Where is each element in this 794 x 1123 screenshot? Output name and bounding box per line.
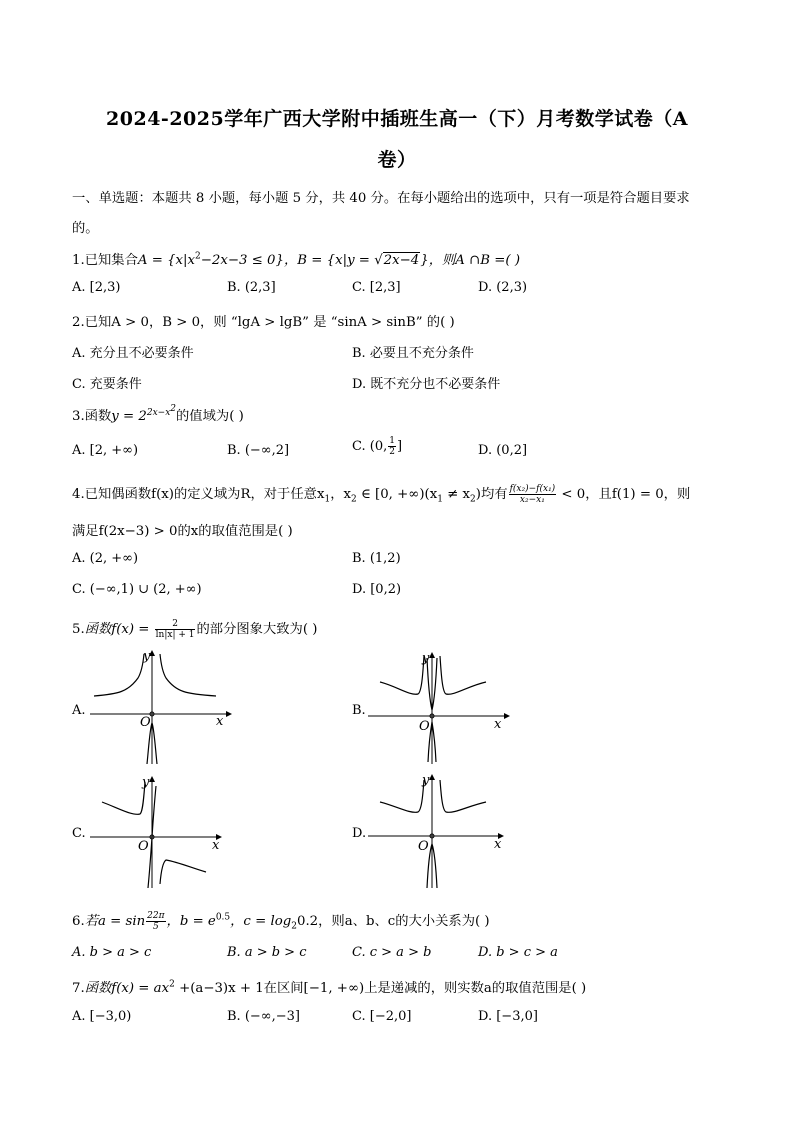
x-axis-arrow [226, 711, 232, 717]
numerator: 1 [389, 436, 395, 446]
graph-label-c[interactable]: C. [72, 826, 86, 841]
question-number: 6. [72, 914, 85, 929]
question-4-line1 [72, 483, 690, 505]
y-axis-label: y [422, 651, 430, 666]
question-number: 1. [72, 253, 85, 268]
denominator: ln|x| + 1 [155, 630, 195, 640]
numerator: 22π [147, 911, 165, 921]
denominator: 5 [152, 922, 159, 932]
question-number: 3. [72, 409, 85, 424]
question-1-pre: 已知集合 [84, 253, 138, 268]
q7-post: +(a−3)x + 1在区间[−1, +∞)上是递减的，则实数a的取值范围是( ) [174, 981, 587, 996]
x-axis-label: x [212, 838, 220, 853]
q3-option-c[interactable] [352, 436, 402, 457]
graph-label-d[interactable]: D. [352, 826, 367, 841]
question-3 [72, 405, 244, 424]
graph-b[interactable] [366, 650, 516, 768]
q2-option-a[interactable]: A. 充分且不必要条件 [72, 346, 194, 361]
graph-c[interactable] [88, 772, 238, 890]
curve-right-branch [160, 654, 216, 696]
exponent: 0.5 [215, 912, 231, 923]
q3-option-c-label: C. (0, [352, 439, 388, 454]
question-1 [72, 249, 520, 268]
exponent: 2 [195, 251, 201, 262]
curve-right-branch [440, 656, 486, 694]
curve-left-branch [94, 654, 144, 696]
curve-right-branch [440, 780, 486, 812]
q4-text-b: ，x [330, 487, 351, 502]
y-axis-arrow [429, 652, 435, 658]
y-axis-label: y [422, 773, 430, 788]
subscript: 1 [324, 494, 331, 505]
graph-a[interactable] [88, 648, 238, 766]
origin-label: O [419, 719, 430, 734]
q7-pre: 函数f(x) = ax [84, 981, 170, 996]
q6-pre: 若a = sin [84, 914, 146, 929]
section-instructions-line2: 的。 [72, 221, 99, 236]
subscript: 1 [437, 494, 443, 505]
graph-label-a[interactable]: A. [72, 703, 86, 718]
q6-option-b[interactable]: B. a > b > c [227, 945, 307, 960]
q1-option-d[interactable]: D. (2,3) [478, 280, 528, 295]
q4-text-c: ∈ [0, +∞)(x [356, 487, 438, 502]
origin-label: O [138, 839, 149, 854]
x-axis-arrow [504, 713, 510, 719]
question-5 [72, 618, 317, 640]
question-number: 7. [72, 981, 85, 996]
numerator: f(x₂)−f(x₁) [509, 484, 556, 494]
denominator: x₂−x₁ [519, 495, 545, 505]
question-3-pre: 函数 [84, 409, 112, 424]
q1-option-c[interactable]: C. [2,3] [352, 280, 401, 295]
question-3-post: 的值域为( ) [176, 409, 244, 424]
q2-option-c[interactable]: C. 充要条件 [72, 377, 142, 392]
set-a-rhs: −2x−3 ≤ 0}， [200, 253, 298, 268]
question-number: 5. [72, 622, 85, 637]
function-lhs: y = 2 [111, 409, 147, 424]
q5-post: 的部分图象大致为( ) [196, 622, 318, 637]
set-b-lhs: B = {x|y = [297, 253, 375, 268]
q4-text-e: )均有 [475, 487, 508, 502]
origin-label: O [418, 839, 429, 854]
y-axis-arrow [429, 774, 435, 780]
radicand: 2x−4 [383, 253, 420, 268]
q4-option-c[interactable]: C. (−∞,1) ∪ (2, +∞) [72, 582, 202, 597]
exponent [146, 403, 177, 418]
q7-option-d[interactable]: D. [−3,0] [478, 1009, 538, 1024]
origin-label: O [140, 715, 151, 730]
curve-left-branch [380, 780, 424, 812]
exponent-base: 2x−x [146, 407, 171, 418]
numerator: 2 [155, 619, 196, 630]
q4-text-f: < 0，且f(1) = 0，则 [557, 487, 691, 502]
y-axis-label: y [143, 649, 151, 664]
log-base: 2 [291, 921, 297, 932]
fraction [509, 484, 557, 505]
q3-option-a[interactable]: A. [2, +∞) [72, 443, 139, 458]
subscript: 2 [350, 494, 357, 505]
graph-label-b[interactable]: B. [352, 703, 366, 718]
fraction [146, 911, 165, 932]
q6-option-c[interactable]: C. c > a > b [352, 945, 432, 960]
q4-option-d[interactable]: D. [0,2) [352, 582, 402, 597]
exam-title-line1: 2024-2025学年广西大学附中插班生高一（下）月考数学试卷（A [106, 108, 688, 130]
x-axis-label: x [494, 837, 502, 852]
question-number: 2. [72, 315, 85, 330]
question-2-text: 已知A > 0，B > 0，则 “lgA > lgB” 是 “sinA > sinB” 的( ) [84, 315, 455, 330]
set-a-lhs: A = {x|x [137, 253, 196, 268]
denominator: 2 [389, 447, 395, 457]
curve-right-branch [160, 860, 206, 884]
exam-title-line2: 卷） [377, 149, 417, 171]
curve-left-branch [380, 656, 424, 694]
q6-option-d[interactable]: D. b > c > a [478, 945, 558, 960]
q2-option-d[interactable]: D. 既不充分也不必要条件 [352, 377, 501, 392]
q7-option-b[interactable]: B. (−∞,−3] [227, 1009, 300, 1024]
q6-option-a[interactable]: A. b > a > c [72, 945, 152, 960]
question-4-line2: 满足f(2x−3) > 0的x的取值范围是( ) [72, 524, 293, 539]
y-axis-arrow [149, 776, 155, 782]
question-number: 4. [72, 487, 85, 502]
x-axis-label: x [494, 717, 502, 732]
exponent-power: 2 [170, 403, 177, 414]
q4-text-d: ≠ x [442, 487, 471, 502]
q3-option-d[interactable]: D. (0,2] [478, 443, 528, 458]
fraction [388, 436, 396, 457]
question-1-ask: A ∩B =( ) [455, 253, 521, 268]
x-axis-label: x [216, 714, 224, 729]
graph-d[interactable] [366, 770, 516, 890]
y-axis-label: y [142, 775, 150, 790]
question-6 [72, 910, 490, 932]
q1-option-a[interactable]: A. [2,3) [72, 280, 121, 295]
q6-post: ，c = log [230, 914, 292, 929]
q1-option-b[interactable]: B. (2,3] [227, 280, 276, 295]
curve-left-branch [102, 782, 145, 814]
sqrt-sign: √ [374, 253, 383, 268]
q6-mid: ，b = e [166, 914, 216, 929]
question-7 [72, 977, 586, 996]
q4-text-a: 已知偶函数f(x)的定义域为R，对于任意x [84, 487, 325, 502]
exponent: 2 [169, 979, 175, 990]
fraction [155, 619, 196, 640]
bracket: ] [396, 439, 403, 454]
q4-option-a[interactable]: A. (2, +∞) [72, 551, 139, 566]
q6-post2: 0.2，则a、b、c的大小关系为( ) [296, 914, 490, 929]
q2-option-b[interactable]: B. 必要且不充分条件 [352, 346, 474, 361]
section-instructions-line1: 一、单选题：本题共 8 小题，每小题 5 分，共 40 分。在每小题给出的选项中，只有一项是符合题目要求 [72, 191, 690, 206]
q7-option-a[interactable]: A. [−3,0) [72, 1009, 132, 1024]
q4-option-b[interactable]: B. (1,2) [352, 551, 401, 566]
question-2 [72, 311, 455, 330]
set-b-rhs: }，则 [420, 253, 456, 268]
subscript: 2 [470, 494, 476, 505]
q5-pre: 函数f(x) = [84, 622, 154, 637]
q7-option-c[interactable]: C. [−2,0] [352, 1009, 412, 1024]
q3-option-b[interactable]: B. (−∞,2] [227, 443, 290, 458]
